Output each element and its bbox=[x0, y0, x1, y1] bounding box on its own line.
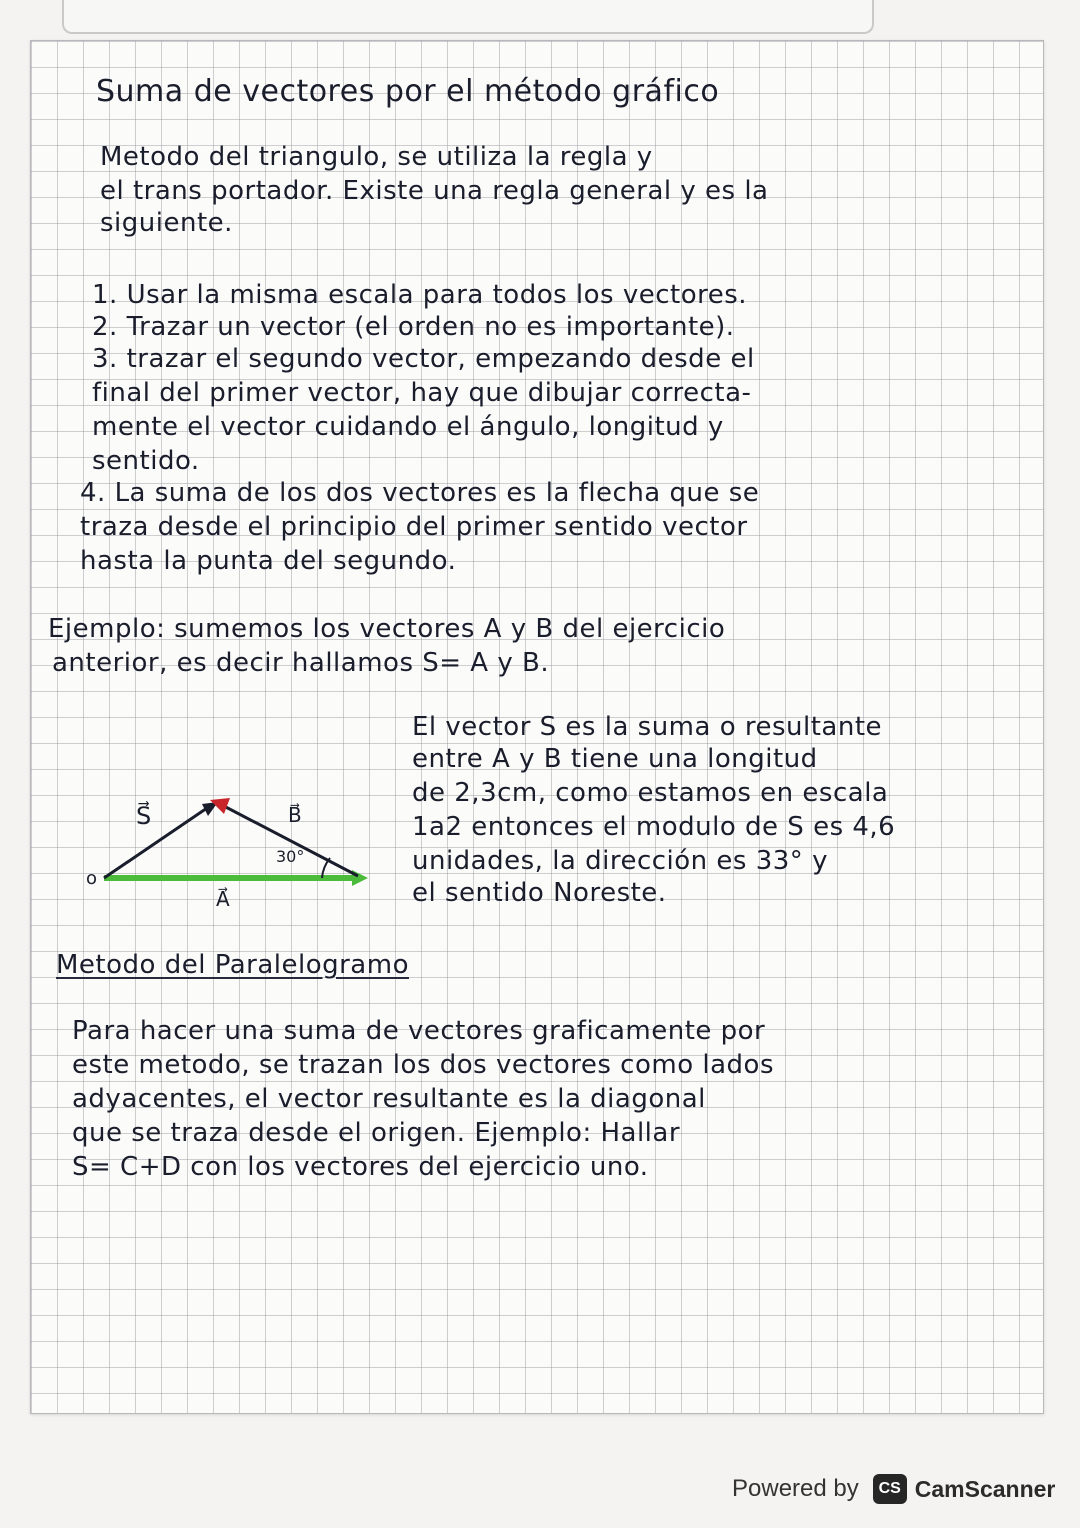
parallelogram-line-4: que se traza desde el origen. Ejemplo: Hallar bbox=[72, 1118, 681, 1148]
parallelogram-line-5: S= C+D con los vectores del ejercicio uno. bbox=[72, 1152, 649, 1182]
vector-s-line bbox=[104, 806, 210, 878]
label-a: A⃗ bbox=[216, 887, 230, 910]
label-b: B⃗ bbox=[288, 803, 302, 827]
explanation-line-2: entre A y B tiene una longitud bbox=[412, 744, 818, 774]
step-line-2: 2. Trazar un vector (el orden no es importante). bbox=[92, 312, 735, 342]
example-line-1: Ejemplo: sumemos los vectores A y B del ejercicio bbox=[48, 614, 726, 644]
top-band bbox=[62, 0, 874, 34]
step-line-5: mente el vector cuidando el ángulo, longitud y bbox=[92, 412, 724, 442]
camscanner-logo-icon: CS bbox=[873, 1474, 907, 1504]
camscanner-watermark bbox=[732, 1466, 1062, 1512]
step-line-8: traza desde el principio del primer sentido vector bbox=[80, 512, 748, 542]
label-origin: o bbox=[86, 868, 98, 889]
explanation-line-3: de 2,3cm, como estamos en escala bbox=[412, 778, 889, 808]
vector-triangle-diagram bbox=[80, 780, 380, 910]
step-line-1: 1. Usar la misma escala para todos los vectores. bbox=[92, 280, 748, 310]
example-line-2: anterior, es decir hallamos S= A y B. bbox=[52, 648, 550, 678]
step-line-9: hasta la punta del segundo. bbox=[80, 546, 457, 576]
parallelogram-line-3: adyacentes, el vector resultante es la diagonal bbox=[72, 1084, 706, 1114]
parallelogram-line-2: este metodo, se trazan los dos vectores como lados bbox=[72, 1050, 774, 1080]
explanation-line-1: El vector S es la suma o resultante bbox=[412, 712, 883, 742]
watermark-powered-text: Powered by bbox=[732, 1475, 859, 1502]
step-line-6: sentido. bbox=[92, 446, 200, 476]
step-line-7: 4. La suma de los dos vectores es la flecha que se bbox=[80, 478, 760, 508]
explanation-line-4: 1a2 entonces el modulo de S es 4,6 bbox=[412, 812, 896, 842]
intro-line-3: siguiente. bbox=[100, 208, 233, 238]
parallelogram-line-1: Para hacer una suma de vectores graficamente por bbox=[72, 1016, 766, 1046]
explanation-line-6: el sentido Noreste. bbox=[412, 878, 667, 908]
parallelogram-heading: Metodo del Paralelogramo bbox=[56, 950, 409, 980]
page-title: Suma de vectores por el método gráfico bbox=[96, 74, 720, 109]
step-line-4: final del primer vector, hay que dibujar correcta- bbox=[92, 378, 752, 408]
step-line-3: 3. trazar el segundo vector, empezando desde el bbox=[92, 344, 755, 374]
explanation-line-5: unidades, la dirección es 33° y bbox=[412, 846, 828, 876]
label-angle: 30° bbox=[276, 847, 305, 866]
vector-a-arrowhead bbox=[352, 870, 368, 886]
intro-line-2: el trans portador. Existe una regla general y es la bbox=[100, 176, 769, 206]
intro-line-1: Metodo del triangulo, se utiliza la regla y bbox=[100, 142, 653, 172]
watermark-brand-text: CamScanner bbox=[914, 1475, 1056, 1502]
label-s: S⃗ bbox=[136, 802, 152, 830]
